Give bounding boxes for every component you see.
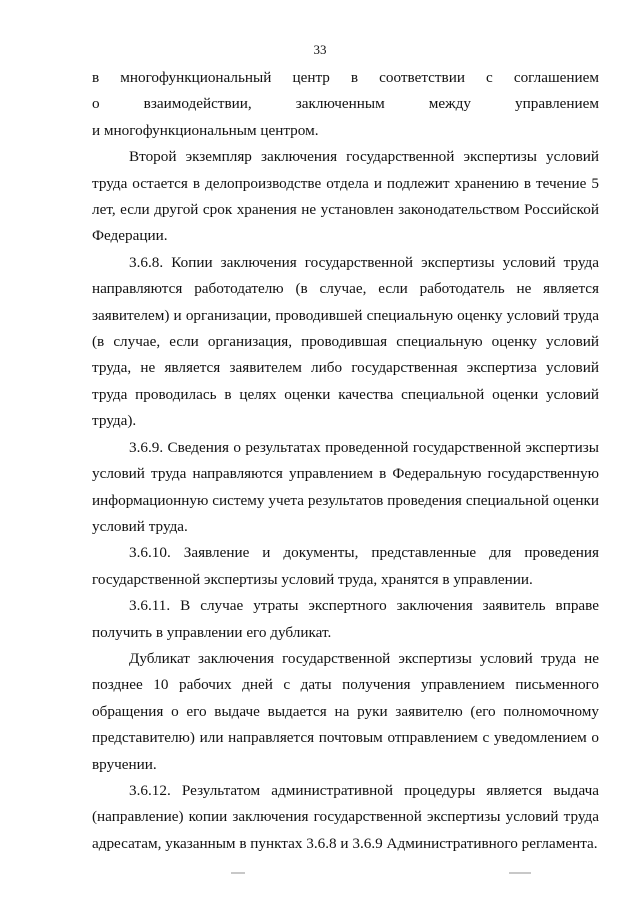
paragraph-duplicate: Дубликат заключения государственной экспертизы условий труда не позднее 10 рабочих дней с даты получения управлением письменного обращения о его выдаче выдается на руки заявителю (его полномочному представителю) или направляется почтовым отправлением с уведомлением о вручении.	[92, 649, 599, 773]
text-line: и многофункциональным центром.	[92, 121, 319, 139]
footer-scan-mark	[509, 872, 531, 874]
paragraph-3-6-11: 3.6.11. В случае утраты экспертного заключения заявитель вправе получить в управлении его дубликат.	[92, 597, 599, 641]
paragraph-3-6-8: 3.6.8. Копии заключения государственной экспертизы условий труда направляются работодателю (в случае, если работодатель не является заявителем) и организации, проводившей специальную оценку условий труда (в случае, если организация, проводившая специальную оценку условий труда, не является заявителем либо государственная экспертиза условий труда проводилась в целях оценки качества специальной оценки условий труда).	[92, 253, 599, 430]
paragraph-second-copy: Второй экземпляр заключения государственной экспертизы условий труда остается в делопроизводстве отдела и подлежит хранению в течение 5 лет, если другой срок хранения не установлен законодательством Российской Федерации.	[92, 148, 599, 245]
text-line: о взаимодействии, заключенным между управлением	[92, 95, 599, 113]
paragraph-3-6-9: 3.6.9. Сведения о результатах проведенной государственной экспертизы условий труда направляются управлением в Федеральную государственную информационную систему учета результатов проведения специальной оценки условий труда.	[92, 438, 599, 535]
document-body	[92, 65, 599, 857]
paragraph-continuation	[92, 65, 599, 144]
paragraph-3-6-12: 3.6.12. Результатом административной процедуры является выдача (направление) копии заключения государственной экспертизы условий труда адресатам, указанным в пунктах 3.6.8 и 3.6.9 Административного регламента.	[92, 781, 599, 852]
text-line: в многофункциональный центр в соответствии с соглашением	[92, 69, 599, 86]
paragraph-3-6-10: 3.6.10. Заявление и документы, представленные для проведения государственной экспертизы условий труда, хранятся в управлении.	[92, 544, 599, 588]
page-number: 33	[313, 42, 327, 57]
footer-scan-mark	[231, 872, 245, 874]
